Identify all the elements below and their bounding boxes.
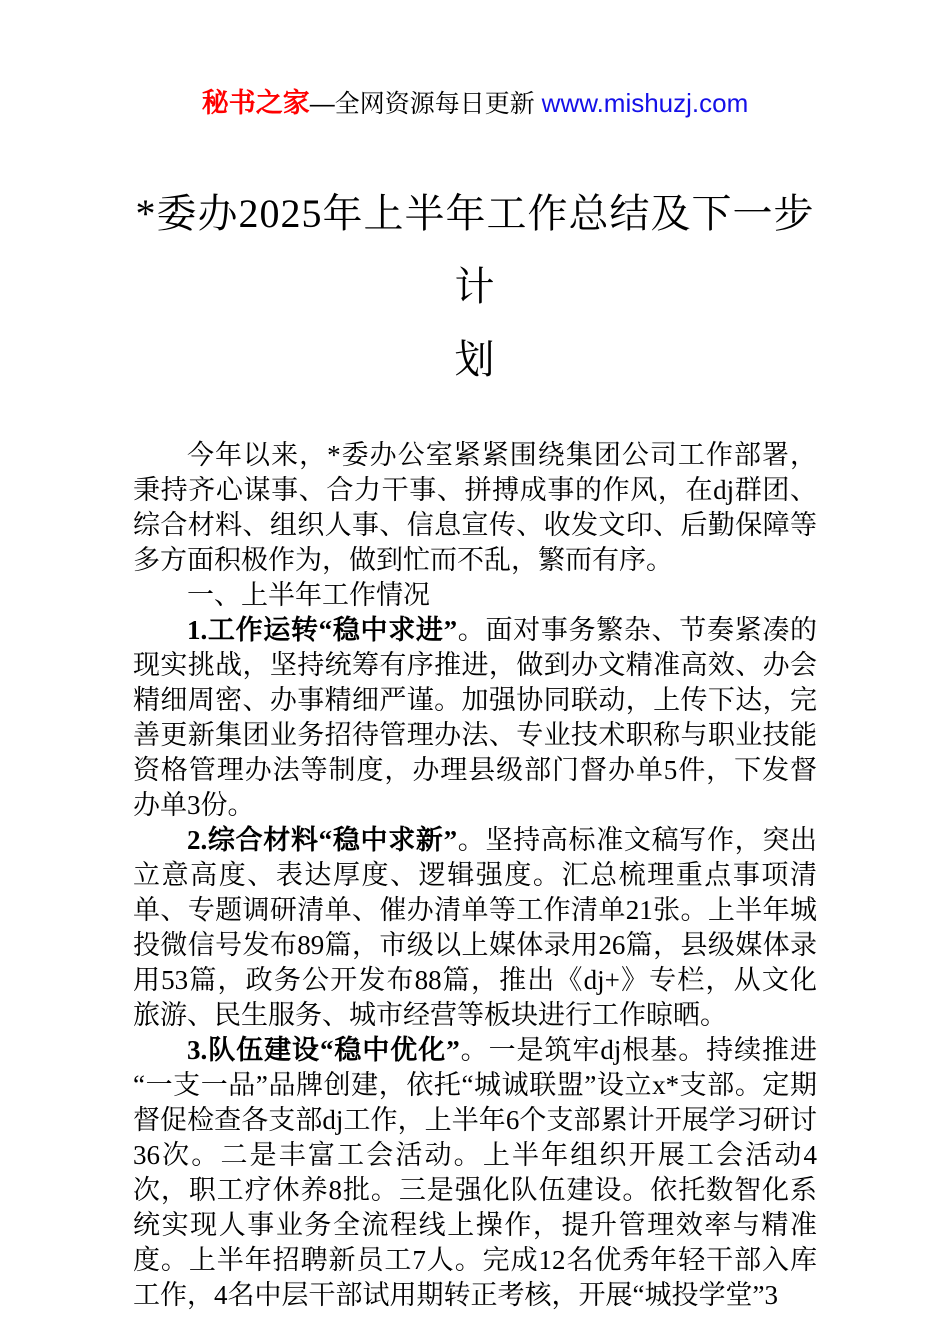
section-heading — [133, 578, 817, 613]
work-item-3 — [133, 1033, 817, 1313]
intro-paragraph-text: 今年以来，*委办公室紧紧围绕集团公司工作部署，秉持齐心谋事、合力干事、拼搏成事的作风，在dj群团、综合材料、组织人事、信息宣传、收发文印、后勤保障等多方面积极作为，做到忙而不乱，繁而有序。 — [133, 440, 817, 575]
document-title-line-2: 划 — [454, 337, 496, 382]
document-title-line-1: *委办2025年上半年工作总结及下一步计 — [135, 191, 815, 309]
section-heading-text: 一、上半年工作情况 — [187, 580, 430, 610]
work-item-1-text: 。面对事务繁杂、节奏紧凑的现实挑战，坚持统筹有序推进，做到办文精准高效、办会精细周密、办事精细严谨。加强协同联动，上传下达，完善更新集团业务招待管理办法、专业技术职称与职业技能资格管理办法等制度，办理县级部门督办单5件，下发督办单3份。 — [133, 615, 818, 820]
work-item-1-lead: 1.工作运转“稳中求进” — [187, 615, 458, 645]
work-item-3-lead: 3.队伍建设“稳中优化” — [187, 1035, 460, 1065]
work-item-2 — [133, 823, 817, 1033]
work-item-2-text: 。坚持高标准文稿写作，突出立意高度、表达厚度、逻辑强度。汇总梳理重点事项清单、专题调研清单、催办清单等工作清单21张。上半年城投微信号发布89篇，市级以上媒体录用26篇，县级媒体录用53篇，政务公开发布88篇，推出《dj+》专栏，从文化旅游、民生服务、城市经营等板块进行工作晾晒。 — [133, 825, 818, 1030]
work-item-3-text: 。一是筑牢dj根基。持续推进“一支一品”品牌创建，依托“城诚联盟”设立x*支部。定期督促检查各支部dj工作，上半年6个支部累计开展学习研讨36次。二是丰富工会活动。上半年组织开展工会活动4次，职工疗休养8批。三是强化队伍建设。依托数智化系统实现人事业务全流程线上操作，提升管理效率与精准度。上半年招聘新员工7人。完成12名优秀年轻干部入库工作，4名中层干部试用期转正考核，开展“城投学堂”3 — [133, 1035, 817, 1310]
document-body — [133, 438, 817, 1313]
work-item-2-lead: 2.综合材料“稳中求新” — [187, 825, 458, 855]
site-url-link[interactable]: www.mishuzj.com — [541, 88, 749, 118]
document-title — [133, 177, 817, 396]
work-item-1 — [133, 613, 817, 823]
intro-paragraph — [133, 438, 817, 578]
site-name: 秘书之家 — [201, 88, 310, 118]
site-tagline: —全网资源每日更新 — [309, 90, 542, 118]
site-banner — [133, 86, 817, 121]
